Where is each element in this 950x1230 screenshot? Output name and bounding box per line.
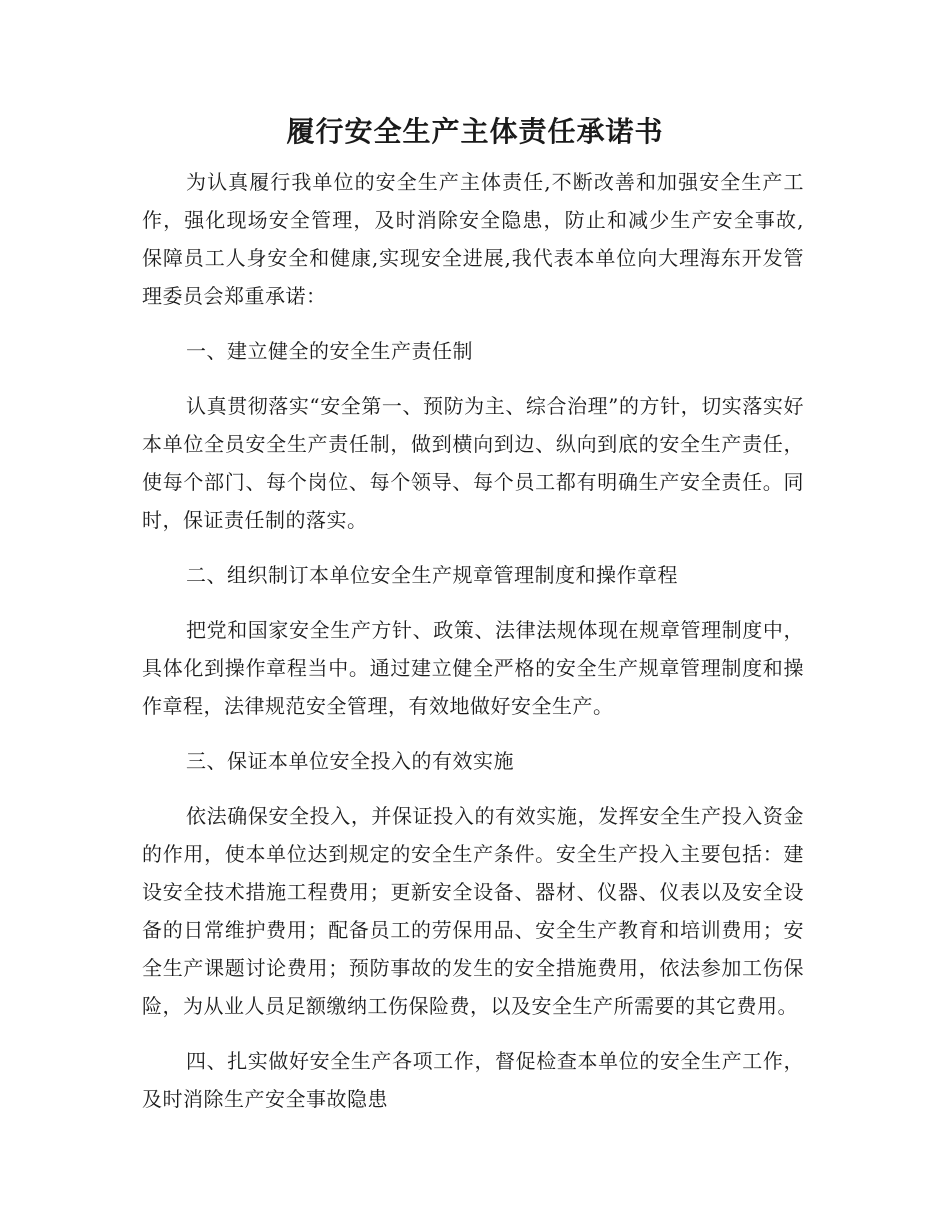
section-3-body: 依法确保安全投入，并保证投入的有效实施，发挥安全生产投入资金的作用，使本单位达到规定的安全生产条件。安全生产投入主要包括：建设安全技术措施工程费用；更新安全设备、器材、仪器、仪表以及安全设备的日常维护费用；配备员工的劳保用品、安全生产教育和培训费用；安全生产课题讨论费用；预防事故的发生的安全措施费用，依法参加工伤保险，为从业人员足额缴纳工伤保险费，以及安全生产所需要的其它费用。 xyxy=(142,804,804,1018)
document-body xyxy=(142,163,804,1118)
section-3-heading: 三、保证本单位安全投入的有效实施 xyxy=(186,749,514,773)
section-2-heading: 二、组织制订本单位安全生产规章管理制度和操作章程 xyxy=(186,563,678,587)
section-1-body: 认真贯彻落实“安全第一、预防为主、综合治理”的方针，切实落实好本单位全员安全生产责任制，做到横向到边、纵向到底的安全生产责任，使每个部门、每个岗位、每个领导、每个员工都有明确生产安全责任。同时，保证责任制的落实。 xyxy=(142,394,804,532)
document-title: 履行安全生产主体责任承诺书 xyxy=(286,115,664,148)
section-1-heading: 一、建立健全的安全生产责任制 xyxy=(186,339,473,363)
intro-paragraph: 为认真履行我单位的安全生产主体责任,不断改善和加强安全生产工作，强化现场安全管理，及时消除安全隐患，防止和减少生产安全事故,保障员工人身安全和健康,实现安全进展,我代表本单位向大理海东开发管理委员会郑重承诺： xyxy=(142,170,804,308)
section-4-heading: 四、扎实做好安全生产各项工作，督促检查本单位的安全生产工作，及时消除生产安全事故隐患 xyxy=(142,1049,804,1111)
section-2-body: 把党和国家安全生产方针、政策、法律法规体现在规章管理制度中，具体化到操作章程当中。通过建立健全严格的安全生产规章管理制度和操作章程，法律规范安全管理，有效地做好安全生产。 xyxy=(142,618,804,718)
